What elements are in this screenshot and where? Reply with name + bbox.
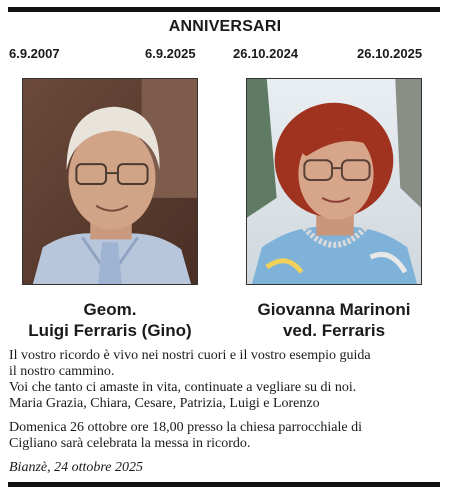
heading: ANNIVERSARI bbox=[168, 18, 282, 35]
message-line: Voi che tanto ci amaste in vita, continuate a vegliare su di noi. bbox=[9, 380, 357, 395]
date-end-left: 6.9.2025 bbox=[145, 46, 196, 61]
name-luigi bbox=[0, 299, 220, 341]
mass-line: Cigliano sarà celebrata la messa in ricordo. bbox=[9, 436, 251, 451]
portrait-luigi bbox=[22, 78, 198, 285]
message-line: Maria Grazia, Chiara, Cesare, Patrizia, Luigi e Lorenzo bbox=[9, 396, 320, 411]
name-luigi-line1: Geom. bbox=[83, 300, 137, 319]
message-block bbox=[9, 348, 444, 412]
portrait-giovanna bbox=[246, 78, 422, 285]
name-giovanna bbox=[224, 299, 444, 341]
name-luigi-line2: Luigi Ferraris (Gino) bbox=[28, 321, 192, 340]
name-giovanna-line2: ved. Ferraris bbox=[282, 321, 386, 340]
top-rule bbox=[8, 7, 440, 12]
date-start-left: 6.9.2007 bbox=[9, 46, 60, 61]
message-line: Il vostro ricordo è vivo nei nostri cuori e il vostro esempio guida bbox=[9, 348, 371, 363]
date-end-right: 26.10.2025 bbox=[357, 46, 423, 61]
mass-block bbox=[9, 420, 444, 452]
date-start-right: 26.10.2024 bbox=[233, 46, 299, 61]
message-line: il nostro cammino. bbox=[9, 364, 115, 379]
name-giovanna-line1: Giovanna Marinoni bbox=[257, 300, 411, 319]
place-date: Bianzè, 24 ottobre 2025 bbox=[9, 460, 144, 475]
bottom-rule bbox=[8, 482, 440, 487]
mass-line: Domenica 26 ottobre ore 18,00 presso la chiesa parrocchiale di bbox=[9, 420, 362, 435]
